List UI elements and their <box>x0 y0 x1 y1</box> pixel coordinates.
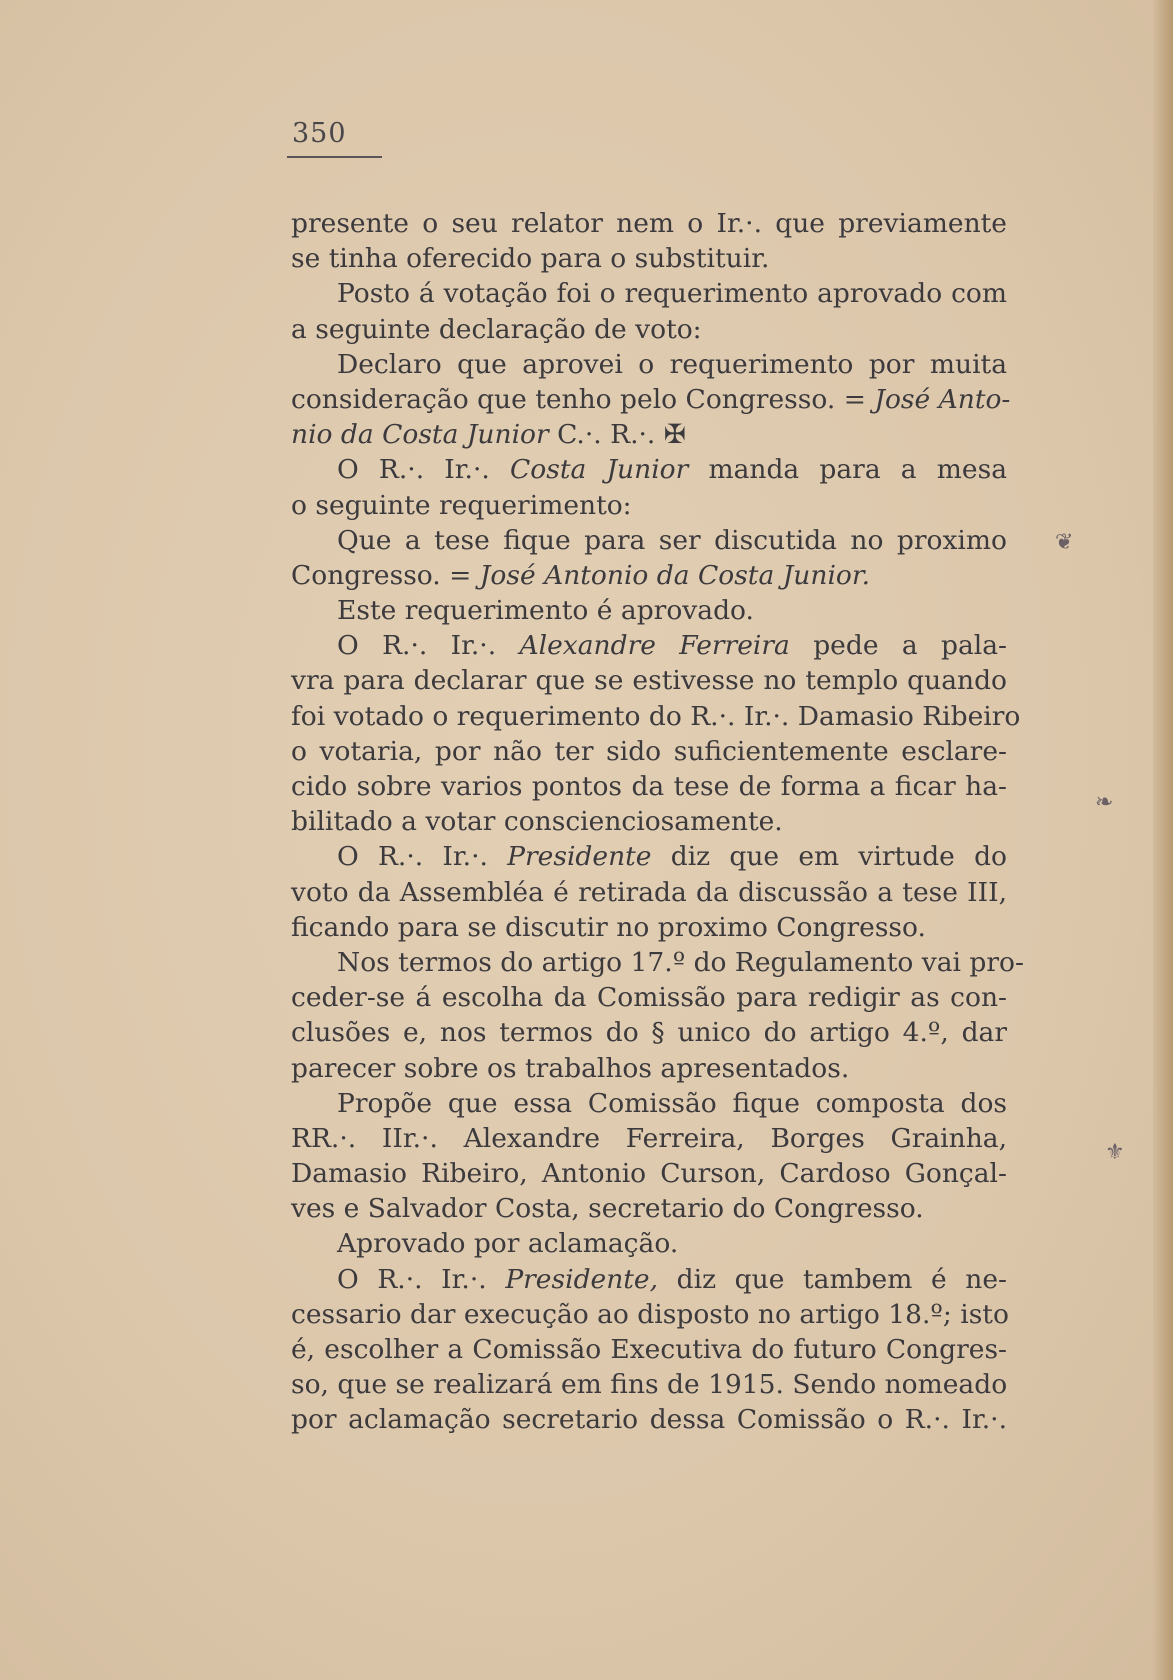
text-line <box>291 558 1007 593</box>
text-line-roman: ceder-se á escolha da Comissão para redigir as con- <box>291 982 1007 1014</box>
text-line-roman: bilitado a votar conscienciosamente. <box>291 806 783 838</box>
text-line <box>291 452 1007 487</box>
text-line <box>291 241 1007 276</box>
text-line-roman: se tinha oferecido para o substituir. <box>291 243 770 275</box>
text-line-roman: O R.·. Ir.·. <box>337 841 508 873</box>
text-line-roman: Declaro que aprovei o requerimento por muita <box>337 348 1007 380</box>
text-line-italic: José Anto- <box>874 383 1011 415</box>
text-line-roman: presente o seu relator nem o Ir.·. que previamente <box>291 208 1007 239</box>
text-line <box>291 945 1024 980</box>
text-line-italic: nio da Costa Junior <box>291 419 549 451</box>
text-line <box>291 1367 1007 1402</box>
text-line <box>291 1156 1007 1191</box>
text-line-roman: ficando para se discutir no proximo Congresso. <box>291 911 926 943</box>
text-line-roman: parecer sobre os trabalhos apresentados. <box>291 1052 850 1084</box>
text-line-italic: Presidente, <box>505 1263 659 1295</box>
text-line <box>291 1226 1007 1261</box>
text-line <box>291 875 1007 910</box>
text-line-roman: foi votado o requerimento do R.·. Ir.·. Damasio Ribeiro <box>291 700 1021 732</box>
text-line-roman: cido sobre varios pontos da tese de forma a ficar ha- <box>291 771 1007 802</box>
text-line-after: pede a pala- <box>789 630 1007 662</box>
page-number-rule <box>287 156 382 158</box>
text-line-after: diz que tambem é ne- <box>658 1263 1007 1295</box>
text-line-roman: O R.·. Ir.·. <box>337 1263 506 1295</box>
text-line <box>291 734 1007 769</box>
text-line <box>291 980 1007 1015</box>
margin-ornament: ❧ <box>1095 790 1114 815</box>
text-line-italic: Alexandre Ferreira <box>519 630 790 662</box>
text-line <box>291 1015 1007 1050</box>
text-line-after: diz que em virtude do <box>651 841 1008 873</box>
text-line-italic: Costa Junior <box>509 454 689 486</box>
page-number: 350 <box>292 118 347 149</box>
text-line-roman: Congresso. = <box>291 559 480 591</box>
text-line-roman: ves e Salvador Costa, secretario do Congresso. <box>291 1193 924 1225</box>
text-line <box>291 1297 1007 1332</box>
text-line <box>291 628 1007 663</box>
text-line-roman: O R.·. Ir.·. <box>337 630 520 662</box>
text-line <box>291 417 1007 452</box>
text-line <box>291 769 1007 804</box>
text-line <box>291 1402 1007 1437</box>
text-line-after: manda para a mesa <box>688 454 1007 486</box>
text-line <box>291 1262 1007 1297</box>
text-line-italic: Presidente <box>507 841 652 873</box>
text-line <box>291 804 1007 839</box>
text-line <box>291 347 1007 382</box>
text-line-roman: Este requerimento é aprovado. <box>337 595 754 627</box>
text-line <box>291 663 1007 698</box>
text-line-roman: Damasio Ribeiro, Antonio Curson, Cardoso Gonçal- <box>291 1158 1007 1190</box>
text-line <box>291 488 1007 523</box>
text-line-roman: por aclamação secretario dessa Comissão o R.·. Ir.·. <box>291 1404 1007 1436</box>
margin-ornament: ⚜ <box>1105 1140 1125 1165</box>
margin-ornament: ❦ <box>1055 530 1074 555</box>
text-line-roman: o seguinte requerimento: <box>291 489 632 521</box>
text-line <box>291 1332 1007 1367</box>
text-line-roman: Posto á votação foi o requerimento aprovado com <box>337 278 1007 310</box>
text-line-italic: José Antonio da Costa Junior. <box>479 559 871 591</box>
text-line <box>291 1121 1007 1156</box>
text-line-roman: consideração que tenho pelo Congresso. = <box>291 383 875 415</box>
text-line-roman: cessario dar execução ao disposto no artigo 18.º; isto <box>291 1298 1009 1330</box>
page-edge <box>1153 0 1173 1680</box>
text-line <box>291 1086 1007 1121</box>
text-line <box>291 1051 1007 1086</box>
text-line-roman: é, escolher a Comissão Executiva do futuro Congres- <box>291 1334 1007 1365</box>
text-line <box>291 699 1021 734</box>
text-line-roman: Aprovado por aclamação. <box>337 1228 679 1260</box>
text-line <box>291 839 1007 874</box>
text-line-roman: Nos termos do artigo 17.º do Regulamento vai pro- <box>337 946 1024 978</box>
text-line-roman: RR.·. IIr.·. Alexandre Ferreira, Borges Grainha, <box>291 1122 1007 1154</box>
text-line-roman: vra para declarar que se estivesse no templo quando <box>291 665 1007 697</box>
text-line <box>291 1191 1007 1226</box>
text-line <box>291 593 1007 628</box>
text-line-roman: Que a tese fique para ser discutida no proximo <box>337 524 1007 556</box>
text-line-after: C.·. R.·. ✠ <box>548 419 686 451</box>
text-line-roman: clusões e, nos termos do § unico do artigo 4.º, dar <box>291 1017 1007 1049</box>
text-line-roman: voto da Assembléa é retirada da discussão a tese III, <box>291 876 1007 908</box>
text-line <box>291 382 1011 417</box>
text-line-roman: a seguinte declaração de voto: <box>291 313 702 345</box>
text-line <box>291 206 1007 241</box>
body-text <box>291 206 1024 1438</box>
text-line-roman: Propõe que essa Comissão fique composta dos <box>337 1087 1007 1119</box>
text-line <box>291 276 1007 311</box>
text-line <box>291 523 1007 558</box>
text-line <box>291 312 1007 347</box>
text-line-roman: so, que se realizará em fins de 1915. Sendo nomeado <box>291 1369 1008 1401</box>
text-line-roman: o votaria, por não ter sido suficientemente esclare- <box>291 735 1007 767</box>
text-line-roman: O R.·. Ir.·. <box>337 454 510 486</box>
text-line <box>291 910 1007 945</box>
